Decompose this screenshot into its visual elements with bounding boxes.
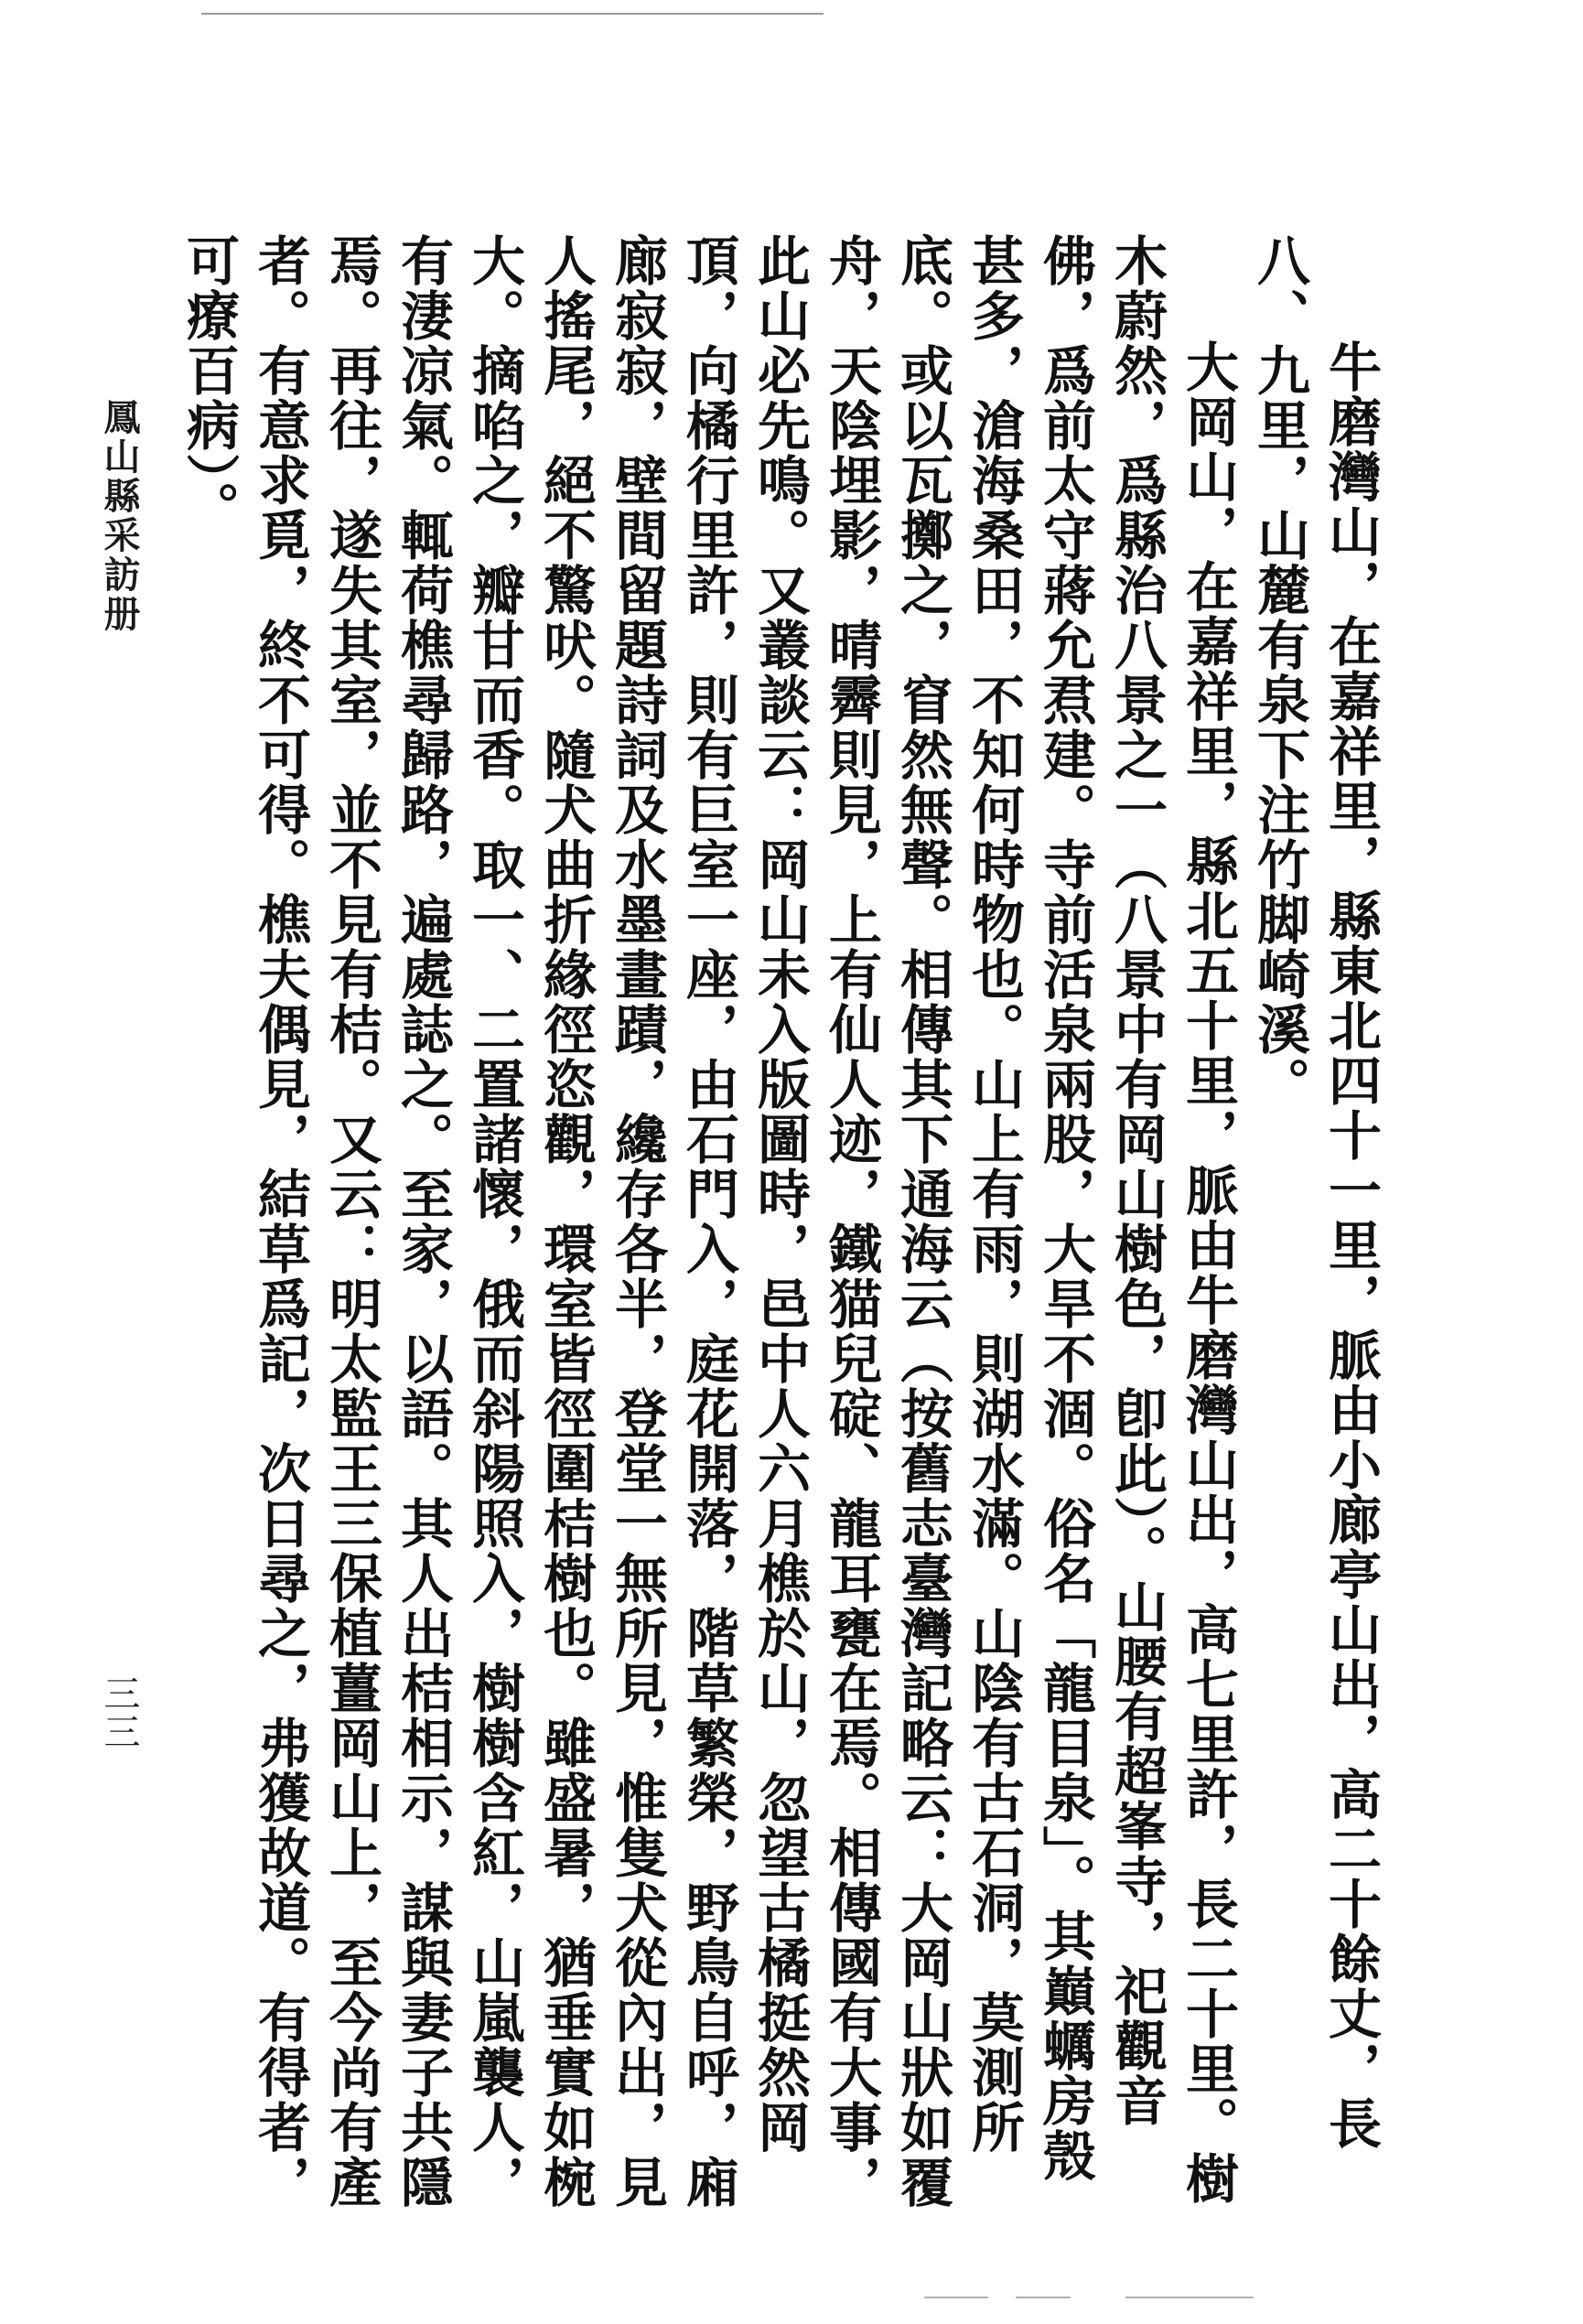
paragraph-niumowan-shan: 牛磨灣山，在嘉祥里，縣東北四十一里，脈由小廊亭山出，高二十餘丈，長八、九里，山麓有泉下注竹脚崎溪。 <box>1248 233 1382 2151</box>
bottom-edge-mark <box>924 2297 988 2298</box>
paragraph-dagang-shan: 大岡山，在嘉祥里，縣北五十里，脈由牛磨灣山出，高七里許，長二十里。樹木蔚然，爲縣治八景之一（八景中有岡山樹色，卽此）。山腰有超峯寺，祀觀音佛，爲前太守蔣允焄建。寺前活泉兩股，大旱不涸。俗名「龍目泉」。其巔蠣房殼甚多，滄海桑田，不知何時物也。山上有雨，則湖水滿。山陰有古石洞，莫測所底。或以瓦擲之，窅然無聲。相傳其下通海云（按舊志臺灣記略云：大岡山狀如覆舟，天陰埋影，晴霽則見，上有仙人迹，鐵猫兒碇、龍耳甕在焉。相傳國有大事，此山必先鳴。又叢談云：岡山未入版圖時，邑中人六月樵於山，忽望古橘挺然岡頂，向橘行里許，則有巨室一座，由石門入，庭花開落，階草繁榮，野鳥自呼，廂廊寂寂，壁間留題詩詞及水墨畫蹟，纔存各半，登堂一無所見，惟隻犬從內出，見人搖尾，絕不驚吠。隨犬曲折緣徑恣觀，環室皆徑圍桔樹也。雖盛暑，猶垂實如椀大。摘啗之，瓣甘而香。取一、二置諸懷，俄而斜陽照入，樹樹含紅，山嵐襲人，有淒凉氣。輒荷樵尋歸路，遍處誌之。至家，以語。其人出桔相示，謀與妻子共隱焉。再往，遂失其室，並不見有桔。又云：明太監王三保植薑岡山上，至今尚有產者。有意求覓，終不可得。樵夫偶見，結草爲記，次日尋之，弗獲故道。有得者，可療百病）。 <box>178 233 1239 2210</box>
top-edge-rule <box>201 13 824 15</box>
bottom-edge-mark <box>1016 2297 1071 2298</box>
margin-book-title: 鳳山縣采訪册 <box>98 398 141 634</box>
bottom-edge-mark <box>1125 2297 1254 2298</box>
main-vertical-text <box>178 233 1386 2219</box>
page-number: 三三 <box>98 1674 140 1751</box>
